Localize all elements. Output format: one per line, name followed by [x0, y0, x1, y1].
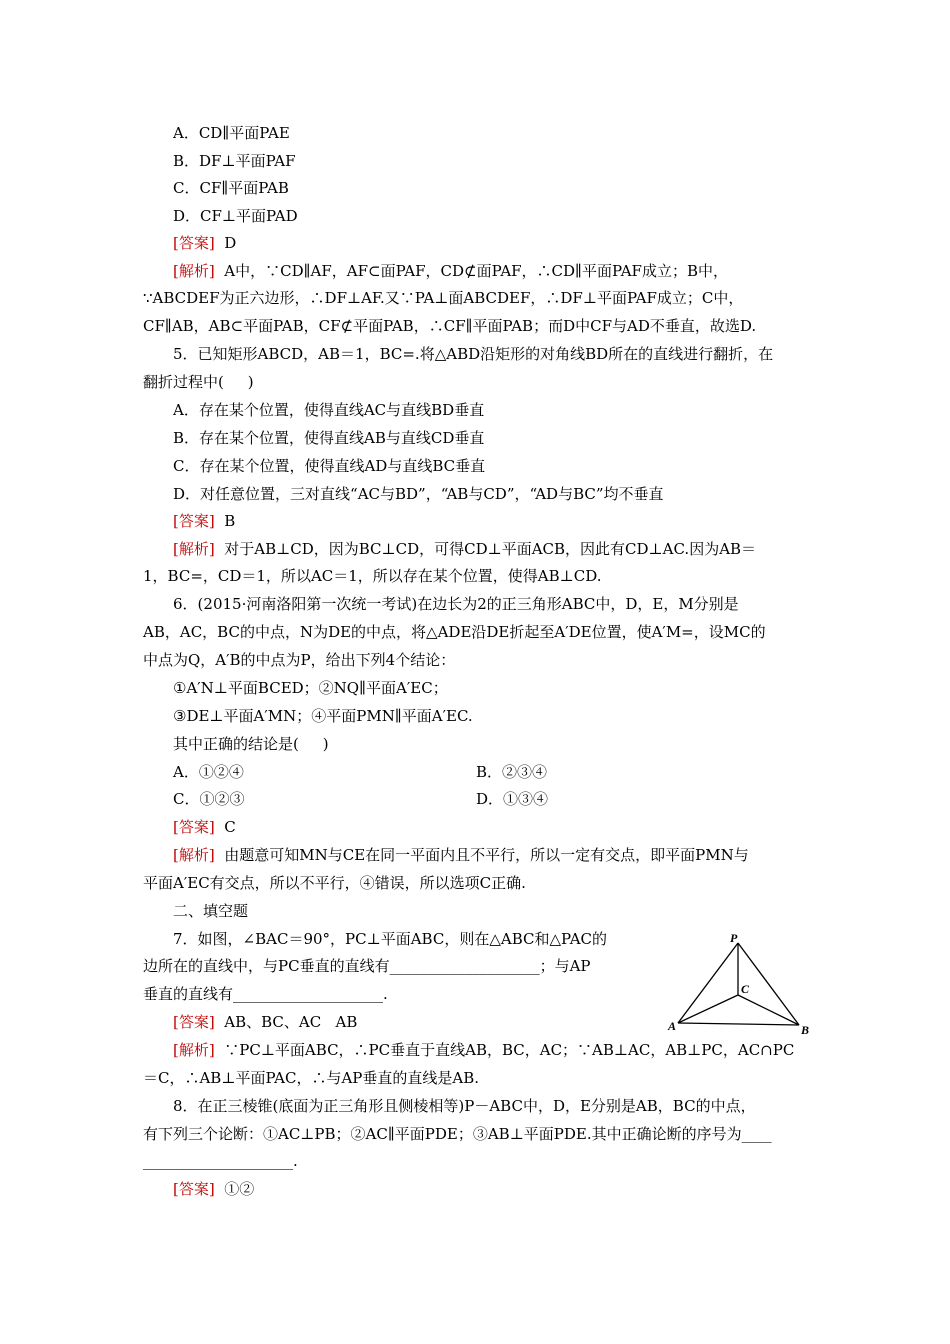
q5-answer	[173, 511, 235, 531]
q6-option-d: D．①③④	[476, 790, 549, 808]
analysis-tag: [解析]	[173, 846, 215, 864]
edge-pa	[678, 943, 738, 1023]
q7-analysis-line-1	[173, 1040, 794, 1060]
analysis-tag: [解析]	[173, 262, 215, 280]
q4-analysis-line-3: CF∥AB，AB⊂平面PAB，CF⊄平面PAB，∴CF∥平面PAB；而D中CF与AD不垂直，故选D.	[143, 317, 757, 335]
q6-answer	[173, 817, 236, 837]
q4-option-b: B．DF⊥平面PAF	[173, 152, 296, 170]
answer-text: AB、BC、AC AB	[214, 1013, 358, 1031]
q6-option-c: C．①②③	[173, 790, 245, 808]
q6-stem-line-2: AB，AC，BC的中点，N为DE的中点，将△ADE沿DE折起至A′DE位置，使A′M=，设MC的	[143, 623, 766, 641]
analysis-tag: [解析]	[173, 1041, 215, 1059]
q8-stem-line-3: ____________________.	[143, 1152, 298, 1170]
q5-option-c: C．存在某个位置，使得直线AD与直线BC垂直	[173, 457, 486, 475]
q8-stem-line-2: 有下列三个论断：①AC⊥PB；②AC∥平面PDE；③AB⊥平面PDE.其中正确论断的序号为____	[143, 1125, 772, 1143]
analysis-text: 对于AB⊥CD，因为BC⊥CD，可得CD⊥平面ACB，因此有CD⊥AC.因为AB＝	[214, 540, 757, 558]
q4-analysis-line-1	[173, 261, 728, 281]
analysis-tag: [解析]	[173, 540, 215, 558]
q4-analysis-line-2: ∵ABCDEF为正六边形，∴DF⊥AF.又∵PA⊥面ABCDEF，∴DF⊥平面PAF成立；C中，	[143, 289, 744, 307]
q7-answer	[173, 1012, 357, 1032]
q8-answer	[173, 1179, 254, 1199]
answer-tag: [答案]	[173, 512, 215, 530]
edge-ac	[678, 995, 738, 1023]
vertex-label-p: P	[730, 931, 738, 945]
answer-tag: [答案]	[173, 1180, 215, 1198]
q7-stem-line-2: 边所在的直线中，与PC垂直的直线有____________________；与AP	[143, 957, 591, 975]
q5-stem-line-1: 5．已知矩形ABCD，AB＝1，BC=.将△ABD沿矩形的对角线BD所在的直线进行翻折，在	[173, 345, 774, 363]
q4-option-a: A．CD∥平面PAE	[173, 124, 290, 142]
q5-analysis-line-1	[173, 539, 756, 559]
q6-stem-line-1: 6．(2015·河南洛阳第一次统一考试)在边长为2的正三角形ABC中，D，E，M分别是	[173, 595, 739, 613]
q7-stem-line-1: 7．如图，∠BAC＝90°，PC⊥平面ABC，则在△ABC和△PAC的	[173, 930, 608, 948]
q6-statements-line-2: ③DE⊥平面A′MN；④平面PMN∥平面A′EC.	[173, 707, 473, 725]
edge-cb	[738, 995, 799, 1025]
answer-text: ①②	[214, 1180, 255, 1198]
q6-statements-line-1: ①A′N⊥平面BCED；②NQ∥平面A′EC；	[173, 679, 448, 697]
edge-ab	[678, 1023, 799, 1025]
q7-stem-line-3: 垂直的直线有____________________.	[143, 985, 388, 1003]
q6-option-a: A．①②④	[173, 763, 244, 781]
answer-text: D	[214, 234, 237, 252]
vertex-label-b: B	[801, 1023, 810, 1037]
q6-analysis-line-2: 平面A′EC有交点，所以不平行，④错误，所以选项C正确.	[143, 874, 526, 892]
answer-text: C	[214, 818, 236, 836]
q7-tetrahedron-figure	[664, 930, 814, 1038]
analysis-text: ∵PC⊥平面ABC，∴PC垂直于直线AB，BC，AC；∵AB⊥AC，AB⊥PC，AC∩PC	[214, 1041, 795, 1059]
q7-analysis-line-2: ＝C，∴AB⊥平面PAC，∴与AP垂直的直线是AB.	[143, 1069, 480, 1087]
q4-option-c: C．CF∥平面PAB	[173, 179, 289, 197]
answer-tag: [答案]	[173, 818, 215, 836]
analysis-text: 由题意可知MN与CE在同一平面内且不平行，所以一定有交点，即平面PMN与	[214, 846, 749, 864]
q4-option-d: D．CF⊥平面PAD	[173, 207, 298, 225]
q5-option-d: D．对任意位置，三对直线“AC与BD”，“AB与CD”，“AD与BC”均不垂直	[173, 485, 664, 503]
q6-analysis-line-1	[173, 845, 749, 865]
q8-stem-line-1: 8．在正三棱锥(底面为正三角形且侧棱相等)P－ABC中，D，E分别是AB，BC的中点，	[173, 1097, 756, 1115]
q5-analysis-line-2: 1，BC=，CD＝1，所以AC＝1，所以存在某个位置，使得AB⊥CD.	[143, 567, 602, 585]
answer-text: B	[214, 512, 236, 530]
q4-answer	[173, 233, 236, 253]
q6-option-b: B．②③④	[476, 763, 548, 781]
vertex-label-c: C	[741, 982, 750, 996]
q5-option-b: B．存在某个位置，使得直线AB与直线CD垂直	[173, 429, 485, 447]
answer-tag: [答案]	[173, 234, 215, 252]
analysis-text: A中，∵CD∥AF，AF⊂面PAF，CD⊄面PAF，∴CD∥平面PAF成立；B中，	[214, 262, 728, 280]
q6-question: 其中正确的结论是( )	[173, 735, 329, 753]
q5-stem-line-2: 翻折过程中( )	[143, 373, 254, 391]
vertex-label-a: A	[668, 1019, 677, 1033]
section-title: 二、填空题	[173, 902, 249, 920]
q6-stem-line-3: 中点为Q，A′B的中点为P，给出下列4个结论：	[143, 651, 456, 669]
answer-tag: [答案]	[173, 1013, 215, 1031]
q5-option-a: A．存在某个位置，使得直线AC与直线BD垂直	[173, 401, 485, 419]
